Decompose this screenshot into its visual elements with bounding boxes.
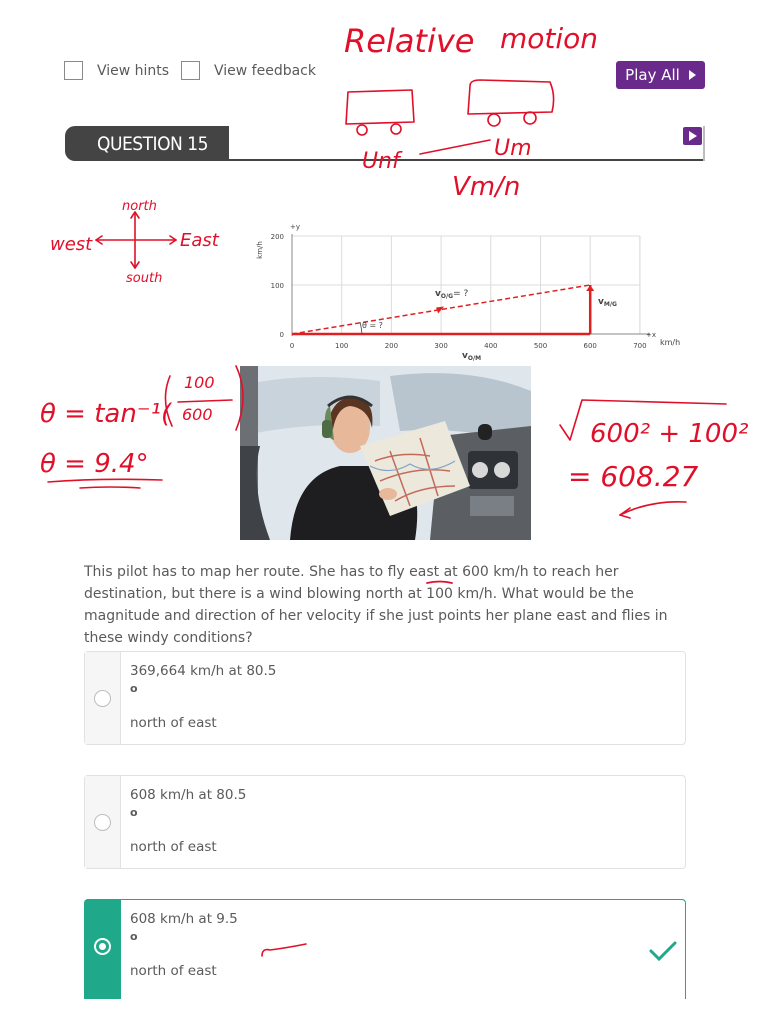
view-feedback-label: View feedback — [214, 62, 316, 79]
header-divider-end — [703, 126, 705, 161]
degree-symbol: o — [130, 806, 138, 819]
option-direction: north of east — [130, 963, 217, 979]
resultant-arrowhead — [436, 307, 444, 314]
note-west: west — [50, 234, 93, 255]
plane-vector-label: $v_{O/M}$ — [462, 351, 482, 362]
play-icon — [689, 70, 696, 80]
view-feedback-checkbox[interactable] — [181, 61, 200, 80]
play-icon — [689, 131, 697, 141]
question-text: This pilot has to map her route. She has to fly east at 600 km/h to reach her destination, but there is a wind blowing north at 100 km/h. What would be the magnitude and direction of her velocity if she just points her plane east and flies in these windy conditions? — [84, 564, 668, 646]
y-tick-label: 200 — [270, 233, 284, 241]
option-value: 369,664 km/h at 80.5 — [130, 663, 277, 679]
note-east: East — [180, 230, 219, 251]
note-sqrt-expression: 600² + 100² — [590, 419, 749, 449]
note-motion: motion — [500, 22, 599, 55]
option-radio[interactable] — [94, 814, 111, 831]
x-tick-label: 500 — [533, 342, 548, 350]
option-value: 608 km/h at 9.5 — [130, 911, 238, 927]
answer-option-2[interactable] — [84, 775, 686, 869]
question-title: QUESTION 15 — [97, 133, 209, 155]
arrow-stroke — [420, 140, 490, 154]
note-theta-formula: θ = tan⁻¹( — [40, 399, 172, 429]
answer-option-3[interactable] — [84, 899, 686, 999]
note-fraction-denominator: 600 — [182, 405, 213, 424]
y-axis-label: +y — [290, 223, 301, 231]
note-um: Um — [494, 136, 532, 161]
angle-label: θ = ? — [362, 321, 383, 330]
audio-play-button[interactable] — [683, 127, 702, 145]
play-all-label: Play All — [625, 66, 680, 84]
x-tick-label: 400 — [484, 342, 498, 350]
wind-vector-label: $v_{M/G}$ — [598, 297, 617, 308]
x-tick-labels — [290, 342, 647, 350]
view-hints-label: View hints — [97, 62, 170, 79]
note-south: south — [126, 271, 163, 286]
x-tick-label: 600 — [583, 342, 597, 350]
x-tick-label: 0 — [289, 342, 295, 350]
degree-symbol: o — [130, 682, 138, 695]
view-hints-checkbox[interactable] — [64, 61, 83, 80]
x-tick-label: 700 — [633, 342, 647, 350]
option-direction: north of east — [130, 715, 217, 731]
fraction-bar — [178, 400, 232, 402]
correct-check-icon — [649, 940, 677, 962]
x-tick-label: 100 — [335, 342, 349, 350]
option-direction: north of east — [130, 839, 217, 855]
note-unf: Unf — [362, 149, 400, 174]
car-sketch-right — [468, 80, 554, 114]
note-relative: Relative — [344, 22, 475, 60]
note-theta-result: θ = 9.4° — [40, 449, 149, 479]
answer-option-1[interactable] — [84, 651, 686, 745]
y-tick-labels — [271, 233, 284, 339]
x-axis-label: +x — [646, 331, 657, 339]
y-tick-label: 0 — [279, 331, 284, 339]
x-axis-unit: km/h — [660, 338, 681, 347]
y-axis-unit: km/h — [256, 241, 264, 259]
note-north: north — [122, 199, 157, 214]
x-tick-label: 300 — [434, 342, 448, 350]
x-tick-label: 200 — [384, 342, 399, 350]
pilot-photo — [240, 366, 531, 540]
vector-diagram — [250, 218, 690, 366]
car-sketch-left — [346, 90, 414, 124]
degree-symbol: o — [130, 930, 138, 943]
option-value: 608 km/h at 80.5 — [130, 787, 247, 803]
option-radio-selected[interactable] — [94, 938, 111, 955]
note-fraction-numerator: 100 — [184, 373, 215, 392]
note-vmn: Vm/n — [452, 172, 521, 202]
view-feedback-toggle[interactable] — [181, 61, 316, 80]
question-header — [65, 126, 229, 161]
option-radio[interactable] — [94, 690, 111, 707]
view-hints-toggle[interactable] — [64, 61, 169, 80]
header-divider — [229, 159, 705, 161]
resultant-label: $v_{O/G}=$ ? — [435, 289, 469, 300]
y-tick-label: 100 — [270, 282, 284, 290]
sqrt-sign — [560, 400, 726, 440]
note-sqrt-result: = 608.27 — [568, 460, 699, 493]
play-all-button[interactable] — [616, 61, 705, 89]
